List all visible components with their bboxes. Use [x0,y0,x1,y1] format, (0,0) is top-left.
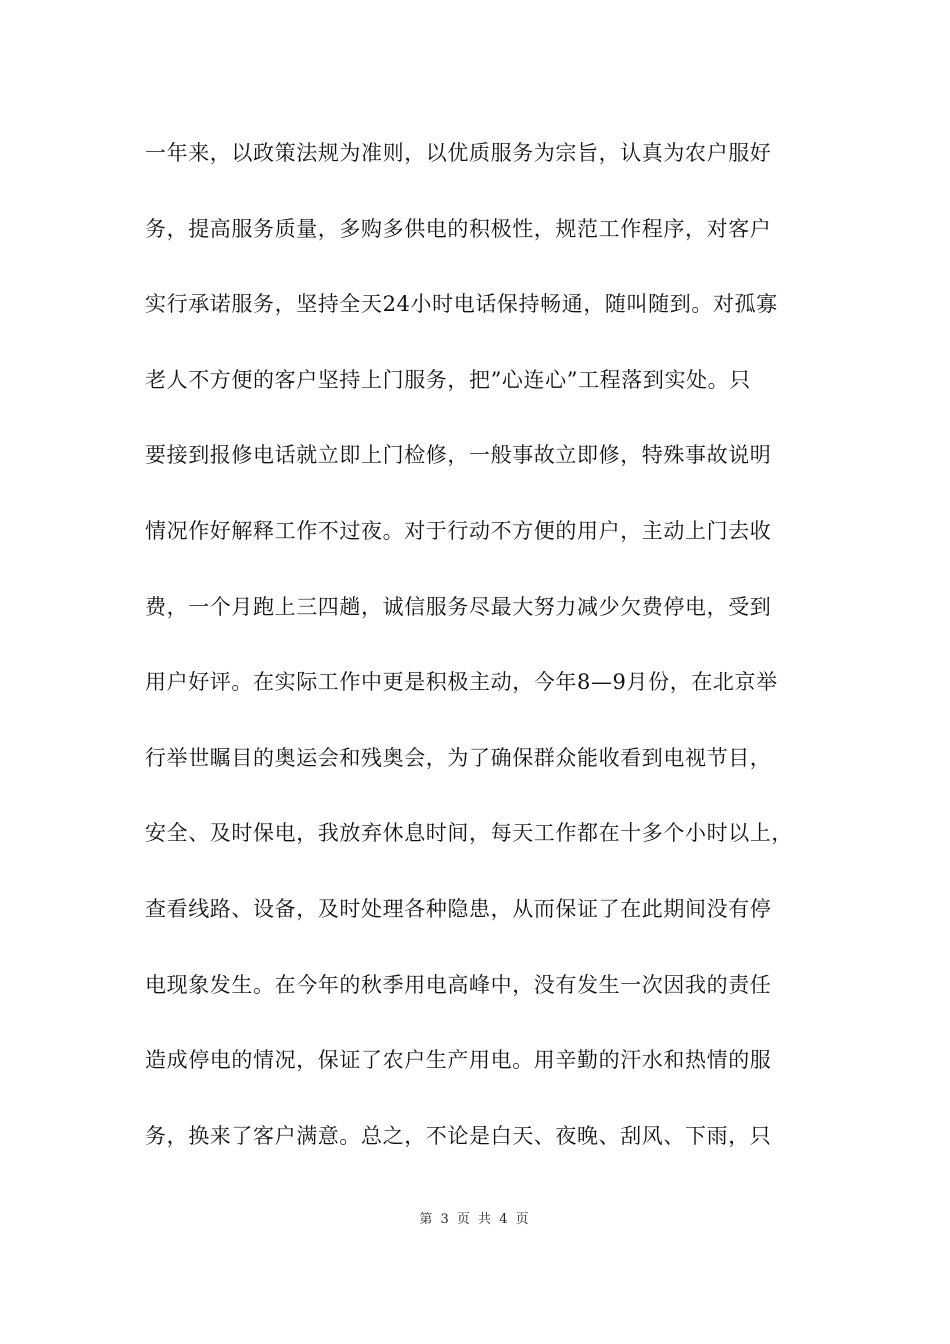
body-paragraph [145,131,835,1189]
text-line: 实行承诺服务，坚持全天24小时电话保持畅通，随叫随到。对孤寡 [145,292,778,317]
text-line: 造成停电的情况，保证了农户生产用电。用辛勤的汗水和热情的服 [145,1048,772,1073]
text-line: 行举世瞩目的奥运会和残奥会，为了确保群众能收看到电视节目， [145,745,772,770]
text-line: 务，换来了客户满意。总之，不论是白天、夜晚、刮风、下雨，只 [145,1123,772,1148]
text-line: 用户好评。在实际工作中更是积极主动，今年8—9月份，在北京举 [145,670,778,695]
text-line: 一年来，以政策法规为准则，以优质服务为宗旨，认真为农户服好 [145,141,772,165]
text-line: 电现象发生。在今年的秋季用电高峰中，没有发生一次因我的责任 [145,972,772,997]
text-line: 老人不方便的客户坚持上门服务，把”心连心”工程落到实处。只 [145,367,751,392]
text-line: 要接到报修电话就立即上门检修，一般事故立即修，特殊事故说明 [145,443,772,468]
text-line: 情况作好解释工作不过夜。对于行动不方便的用户，主动上门去收 [145,518,772,543]
page-number-footer: 第 3 页 共 4 页 [419,1212,531,1227]
text-line: 费，一个月跑上三四趟，诚信服务尽最大努力减少欠费停电，受到 [145,594,772,619]
text-line: 查看线路、设备，及时处理各种隐患，从而保证了在此期间没有停 [145,896,772,921]
text-line: 务，提高服务质量，多购多供电的积极性，规范工作程序，对客户 [145,216,772,241]
text-line: 安全、及时保电，我放弃休息时间，每天工作都在十多个小时以上， [145,821,793,846]
